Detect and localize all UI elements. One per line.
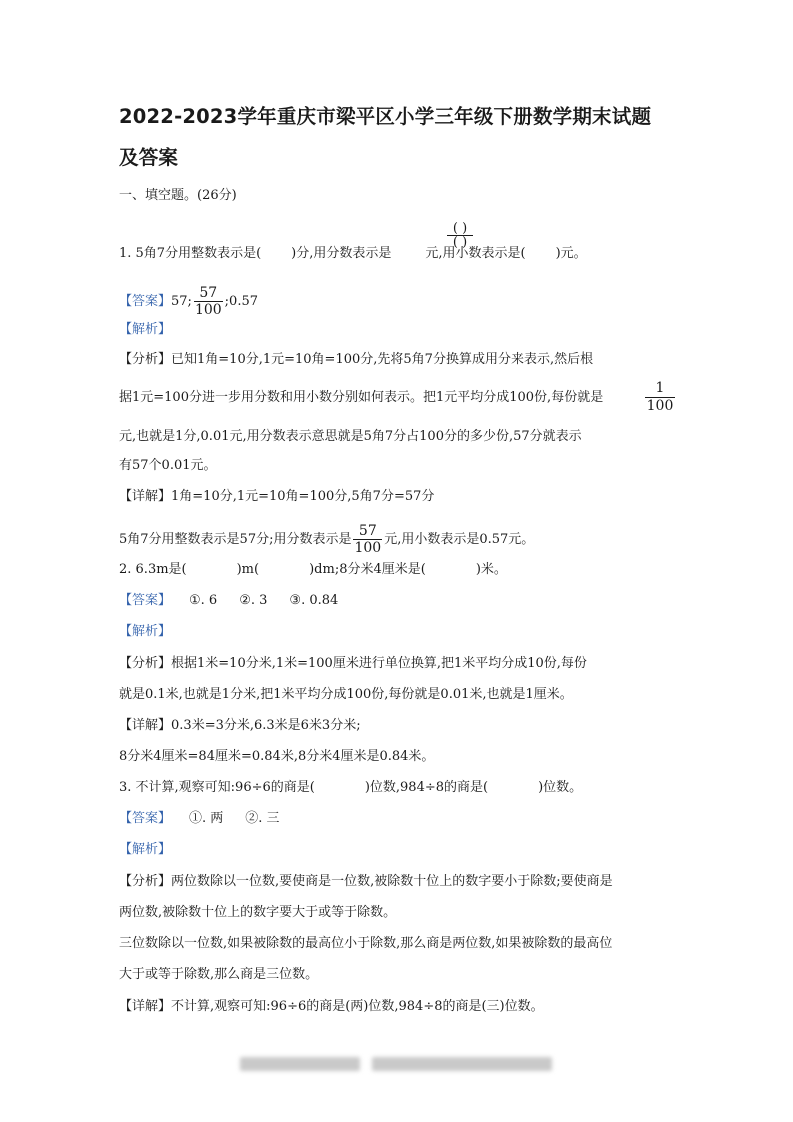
q1-answer-fraction: [194, 285, 223, 318]
q3-answer: [119, 809, 280, 829]
question-1: [119, 244, 587, 264]
section-heading: 一、填空题。(26分): [119, 188, 237, 203]
fenxi-tag: 【分析】: [119, 352, 172, 367]
q1-fenxi-line4: 有57个0.01元。: [119, 458, 217, 473]
answer-tag: 【答案】: [119, 811, 172, 826]
q1-xiangjie-line1: [119, 487, 434, 507]
q3-answer-2: ②. 三: [245, 811, 280, 826]
q3-xiangjie-text1: 不计算,观察可知:96÷6的商是(两)位数,984÷8的商是(三)位数。: [171, 999, 544, 1014]
q2-text-d: )米。: [475, 562, 507, 577]
footer-watermark-right: [372, 1057, 552, 1071]
q1-fenxi-line1: [119, 350, 593, 370]
q2-fenxi-line1: [119, 654, 587, 674]
q1-answer: [119, 285, 258, 318]
q1-text-b: )分,用分数表示是: [291, 246, 392, 261]
fenxi-tag: 【分析】: [119, 656, 172, 671]
q3-fenxi-line1: [119, 872, 613, 892]
q1-text-d: )元。: [555, 246, 587, 261]
question-3: [119, 778, 582, 798]
q1-fenxi-text2: 据1元=100分进一步用分数和用小数分别如何表示。把1元平均分成100份,每份就是: [119, 390, 604, 405]
q2-fenxi-line2: 就是0.1米,也就是1分米,把1米平均分成100份,每份就是0.01米,也就是1厘米。: [119, 687, 573, 702]
q3-fenxi-text1: 两位数除以一位数,要使商是一位数,被除数十位上的数字要小于除数;要使商是: [171, 874, 613, 889]
q1-xiangjie-text2b: 元,用小数表示是0.57元。: [384, 532, 535, 547]
q2-answer: [119, 591, 338, 611]
q3-text-a: 3. 不计算,观察可知:96÷6的商是(: [119, 780, 315, 795]
q2-fenxi-text1: 根据1米=10分米,1米=100厘米进行单位换算,把1米平均分成10份,每份: [171, 656, 587, 671]
q2-answer-3: ③. 0.84: [289, 593, 339, 608]
q1-fenxi-fraction: [645, 380, 675, 415]
q1-blank-fraction: [447, 222, 473, 249]
q3-text-b: )位数,984÷8的商是(: [364, 780, 489, 795]
q1-analysis-tag: 【解析】: [119, 322, 172, 337]
q3-fenxi-line3: 三位数除以一位数,如果被除数的最高位小于除数,那么商是两位数,如果被除数的最高位: [119, 936, 613, 951]
footer-watermark-left: [240, 1057, 360, 1071]
q1-answer-frac-den: 100: [194, 302, 222, 318]
q1-fenxi-frac-num: 1: [655, 380, 665, 396]
q1-xiangjie-fraction: [353, 523, 382, 556]
q2-answer-1: ①. 6: [189, 593, 218, 608]
q1-answer-b: ;0.57: [224, 294, 258, 309]
q1-fenxi-frac-den: 100: [646, 398, 674, 414]
xiangjie-tag: 【详解】: [119, 999, 172, 1014]
q3-text-c: )位数。: [538, 780, 583, 795]
q1-text-c: 元,用小数表示是(: [425, 246, 526, 261]
q1-fenxi-line2: [119, 388, 603, 408]
q1-answer-a: 57;: [171, 294, 192, 309]
q3-analysis-tag: 【解析】: [119, 842, 172, 857]
document-title-line2: 及答案: [119, 146, 179, 169]
xiangjie-tag: 【详解】: [119, 718, 172, 733]
q1-xiangjie-text1: 1角=10分,1元=10角=100分,5角7分=57分: [171, 489, 435, 504]
q3-fenxi-line2: 两位数,被除数十位上的数字要大于或等于除数。: [119, 905, 397, 920]
q3-xiangjie-line1: [119, 997, 544, 1017]
q2-text-c: )dm;8分米4厘米是(: [309, 562, 426, 577]
q1-text-a: 1. 5角7分用整数表示是(: [119, 246, 262, 261]
q1-fenxi-text1: 已知1角=10分,1元=10角=100分,先将5角7分换算成用分来表示,然后根: [171, 352, 594, 367]
fenxi-tag: 【分析】: [119, 874, 172, 889]
q1-blank-frac-num: ( ): [452, 221, 468, 236]
q2-xiangjie-line1: [119, 716, 361, 736]
q1-answer-frac-num: 57: [199, 285, 218, 301]
q2-answer-2: ②. 3: [239, 593, 268, 608]
document-title-line1: 2022-2023学年重庆市梁平区小学三年级下册数学期末试题: [119, 105, 652, 128]
q1-xiangjie-frac-den: 100: [354, 540, 382, 556]
q3-answer-1: ①. 两: [189, 811, 224, 826]
question-2: [119, 560, 507, 580]
q3-fenxi-line4: 大于或等于除数,那么商是三位数。: [119, 967, 319, 982]
xiangjie-tag: 【详解】: [119, 489, 172, 504]
q1-xiangjie-line2: [119, 523, 534, 556]
q1-fenxi-line3: 元,也就是1分,0.01元,用分数表示意思就是5角7分占100分的多少份,57分就表示: [119, 429, 582, 444]
q2-xiangjie-text1: 0.3米=3分米,6.3米是6米3分米;: [171, 718, 361, 733]
q2-analysis-tag: 【解析】: [119, 624, 172, 639]
q2-text-a: 2. 6.3m是(: [119, 562, 187, 577]
q2-text-b: )m(: [236, 562, 260, 577]
q1-xiangjie-text2a: 5角7分用整数表示是57分;用分数表示是: [119, 532, 352, 547]
q1-blank-frac-den: ( ): [447, 235, 473, 249]
answer-tag: 【答案】: [119, 593, 172, 608]
q1-xiangjie-frac-num: 57: [358, 523, 377, 539]
answer-tag: 【答案】: [119, 294, 172, 309]
q2-xiangjie-line2: 8分米4厘米=84厘米=0.84米,8分米4厘米是0.84米。: [119, 749, 435, 764]
